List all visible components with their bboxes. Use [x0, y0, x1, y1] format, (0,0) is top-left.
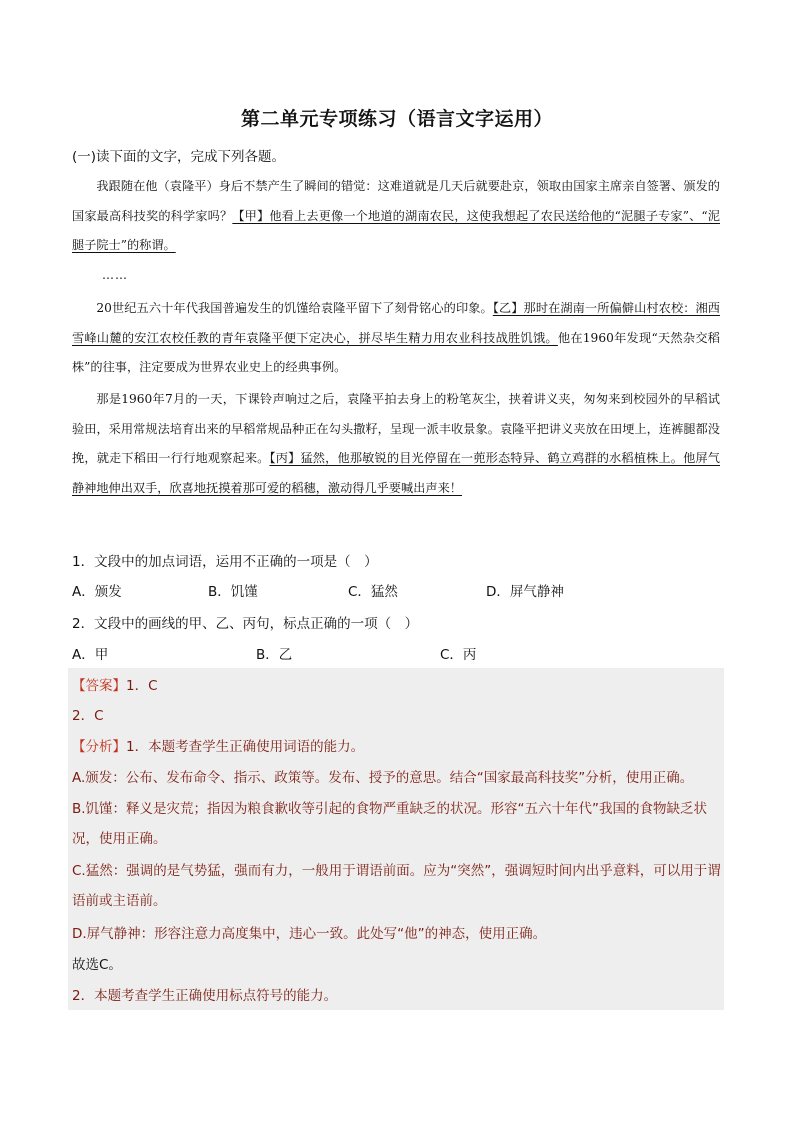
passage-text: 20世纪五六十年代我国普遍发生的饥馑给袁隆平留下了刻骨铭心的印象。 — [96, 301, 493, 315]
analysis-item-b: B.饥馑：释义是灾荒；指因为粮食歉收等引起的食物严重缺乏的状况。形容“五六十年代”我国的食物缺乏状况，使用正确。 — [72, 801, 708, 847]
passage-paragraph-1 — [72, 172, 720, 261]
ellipsis: …… — [102, 268, 128, 282]
option-d[interactable]: D．屏气静神 — [486, 584, 564, 600]
passage-text: 我跟随在他（袁隆平）身后不禁产生了瞬间的错觉：这难道就是几天后就要赴京，领取由国家主席亲自签署、颁发的国家最高科技奖的科学家吗？ — [72, 179, 720, 223]
analysis-conclusion: 故选C。 — [72, 957, 122, 973]
analysis-item-c: C.猛然：强调的是气势猛，强而有力，一般用于谓语前面。应为“突然”，强调短时间内出乎意料，可以用于谓语前或主语前。 — [72, 863, 721, 909]
option-a[interactable]: A．颁发 — [72, 584, 122, 600]
analysis-item-a: A.颁发：公布、发布命令、指示、政策等。发布、授予的意思。结合“国家最高科技奖”分析，使用正确。 — [72, 770, 694, 786]
page-title: 第二单元专项练习（语言文字运用） — [240, 108, 553, 130]
answer-1: 1．C — [126, 678, 158, 694]
answer-line-1 — [72, 671, 722, 701]
underlined-sentence-bing: 【丙】猛然，他那敏锐的目光停留在一蔸形态特异、鹤立鸡群的水稻植株上。他屏气静神地伸出双手，欣喜地抚摸着那可爱的稻穗，激动得几乎要喊出声来！ — [72, 451, 720, 495]
passage-paragraph-3 — [72, 385, 720, 503]
analysis-intro-2: 2．本题考查学生正确使用标点符号的能力。 — [72, 988, 338, 1004]
passage-text: 那是1960年7月的一天，下课铃声响过之后，袁隆平拍去身上的粉笔灰尘，挟着讲义夹，匆匆来到校园外的早稻试验田，采用常规法培育出来的早稻常规品种正在勾头撒籽，呈现一派丰收景象。袁隆平把讲义夹放在田埂上，连裤腿都没挽，就走下稻田一行行地观察起来。 — [72, 392, 720, 465]
option-a[interactable]: A．甲 — [72, 647, 109, 663]
option-b[interactable]: B．饥馑 — [208, 584, 258, 600]
question-1-stem: 1．文段中的加点词语，运用不正确的一项是（ ） — [72, 554, 378, 570]
instruction: (一)读下面的文字，完成下列各题。 — [72, 149, 286, 165]
analysis-line-1 — [72, 732, 722, 762]
underlined-sentence-jia: 【甲】他看上去更像一个地道的湖南农民，这使我想起了农民送给他的“泥腿子专家”、“泥腿子院士”的称谓。 — [72, 208, 720, 252]
underlined-sentence-yi: 【乙】那时在湖南一所偏僻山村农校：湘西雪峰山麓的安江农校任教的青年袁隆平便下定决心，拼尽毕生精力用农业科技战胜饥饿。 — [72, 301, 720, 345]
analysis-tag: 【分析】 — [72, 739, 126, 755]
option-c[interactable]: C．丙 — [440, 647, 477, 663]
answer-2: 2．C — [72, 708, 104, 724]
option-b[interactable]: B．乙 — [256, 647, 293, 663]
passage-paragraph-2 — [72, 294, 720, 383]
option-c[interactable]: C．猛然 — [348, 584, 398, 600]
question-2-stem: 2．文段中的画线的甲、乙、丙句，标点正确的一项（ ） — [72, 616, 419, 632]
question-1-options — [72, 580, 722, 600]
analysis-intro-1: 1．本题考查学生正确使用词语的能力。 — [126, 739, 365, 755]
answer-tag: 【答案】 — [72, 678, 126, 694]
question-2-options — [72, 643, 722, 663]
passage-text: 他在1960年发现“天然杂交稻株”的往事，注定要成为世界农业史上的经典事例。 — [72, 330, 720, 374]
analysis-item-d: D.屏气静神：形容注意力高度集中，违心一致。此处写“他”的神态，使用正确。 — [72, 926, 547, 942]
